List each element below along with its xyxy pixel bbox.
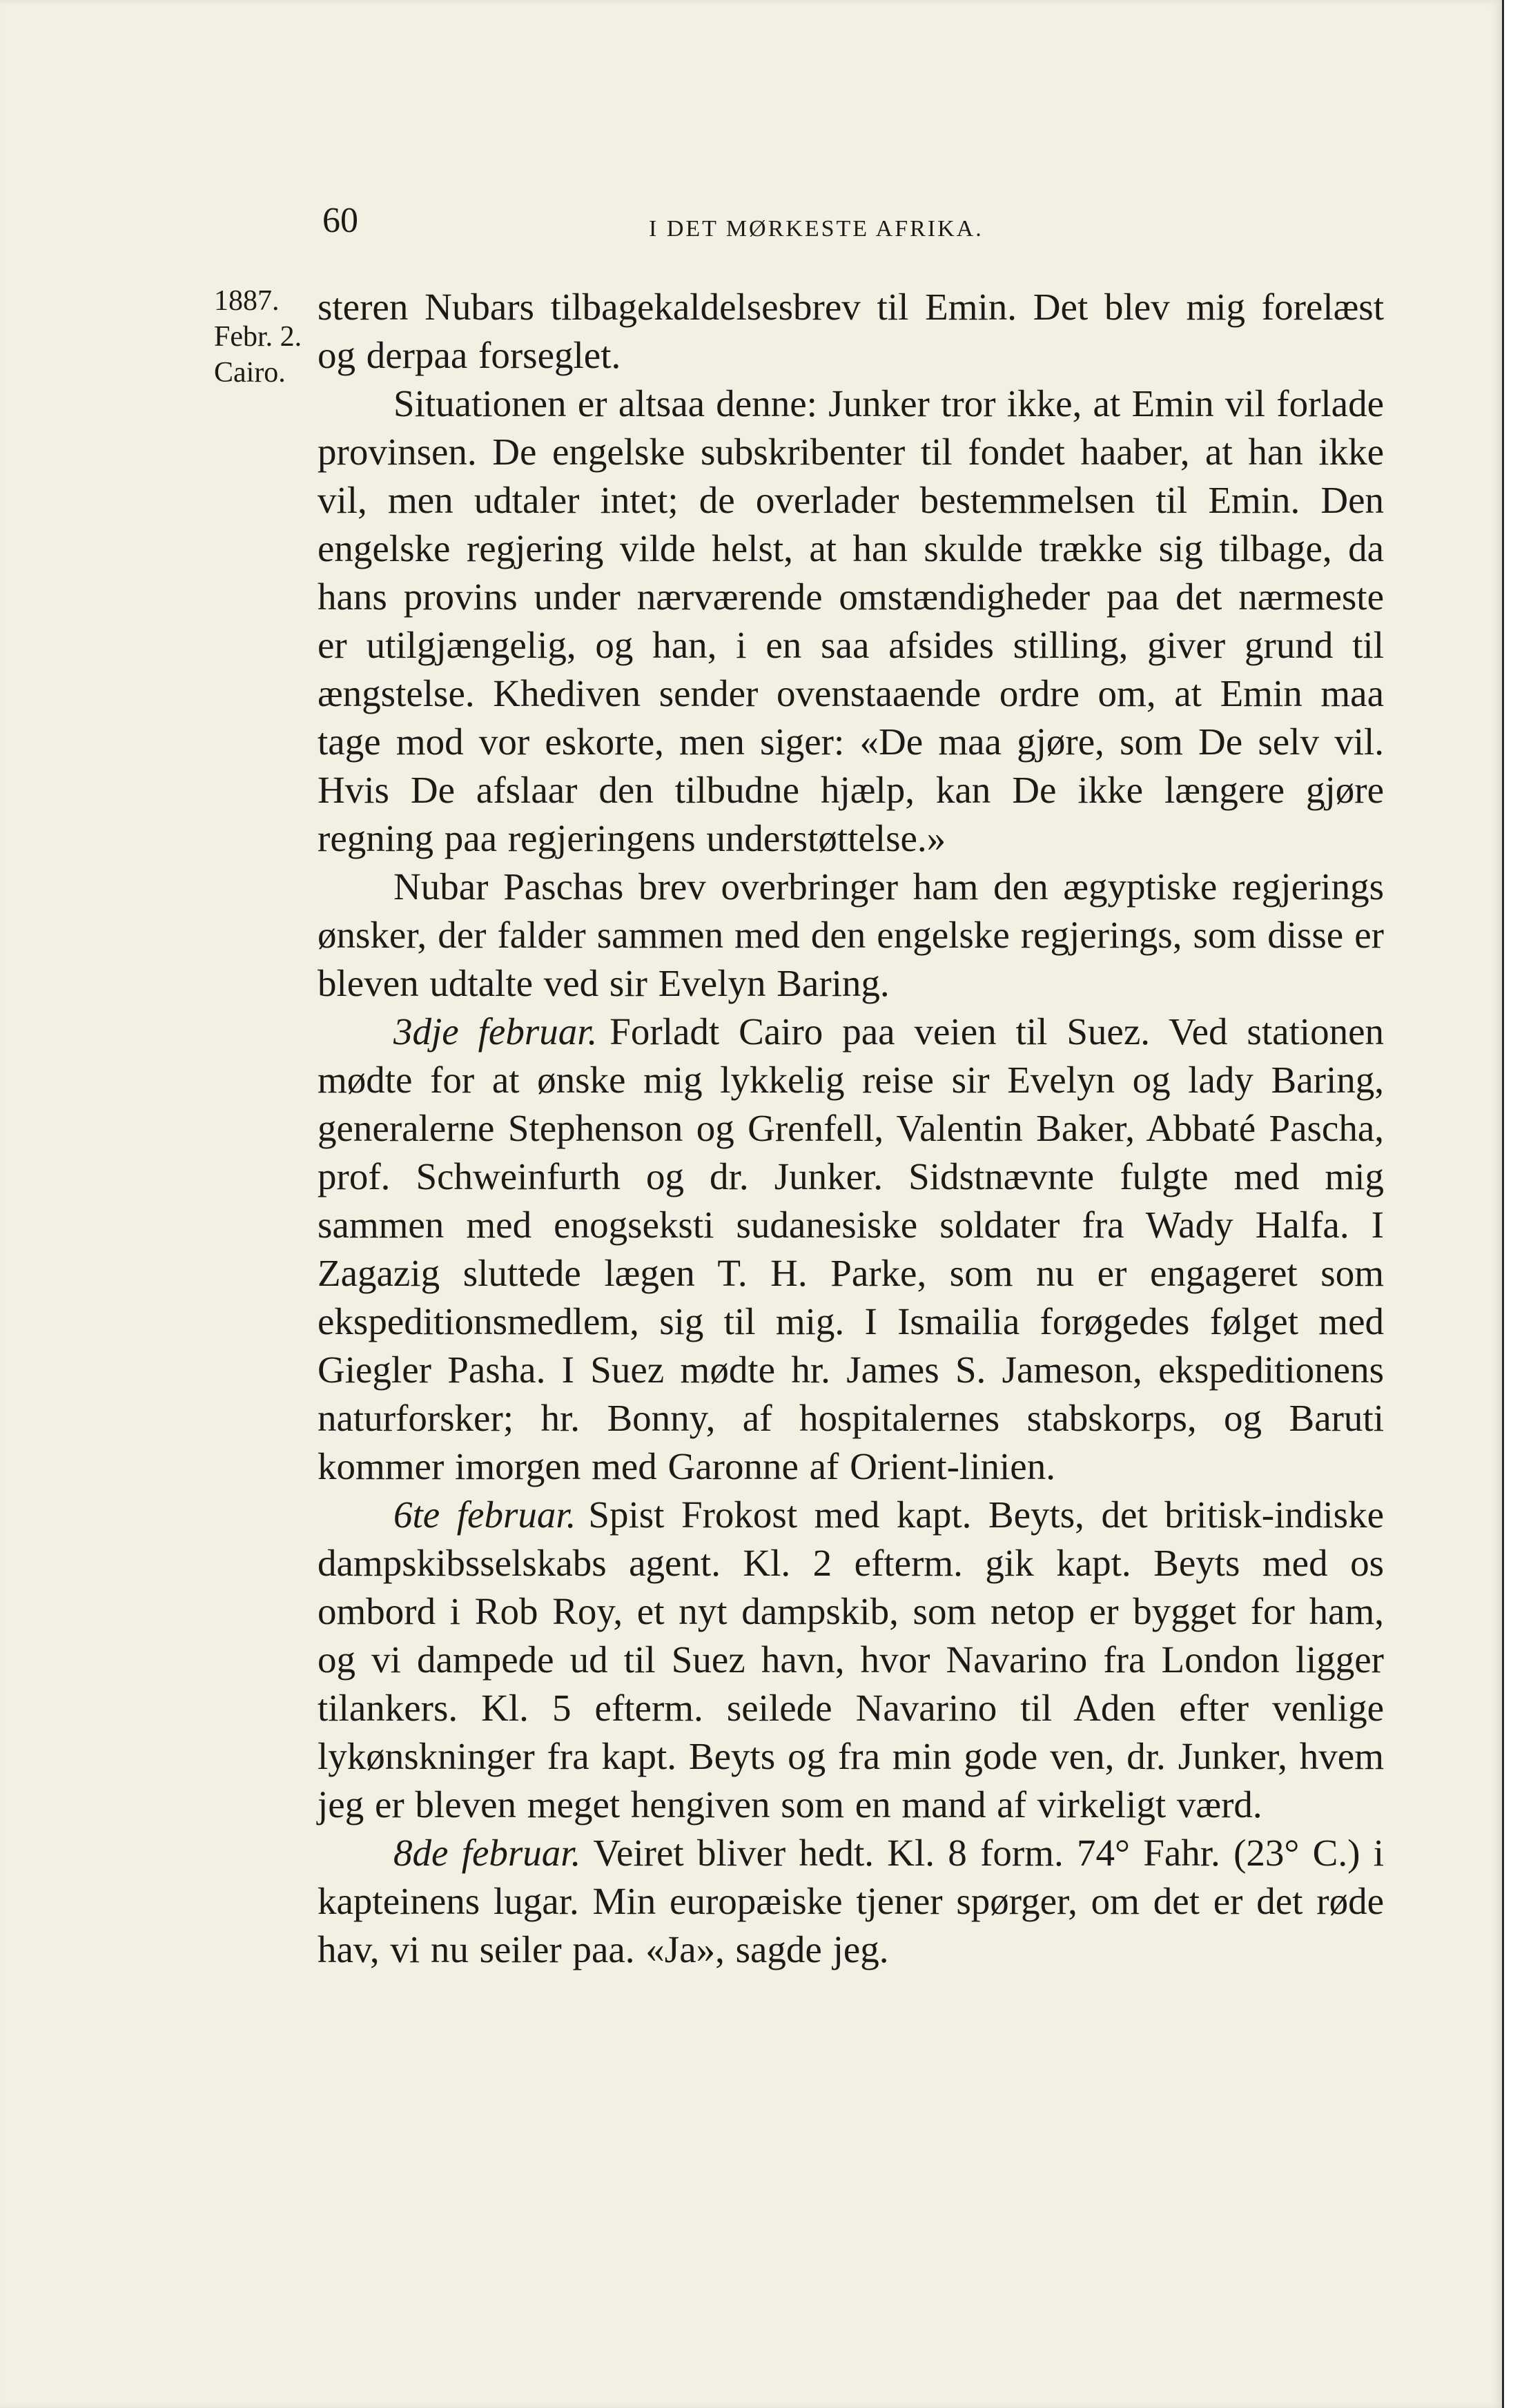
entry-text: Veiret bliver hedt. Kl. 8 form. 74° Fahr. (23° C.) i kapteinens lugar. Min europæiske tjener spørger, om det er det røde hav, vi nu seiler paa. «Ja», sagde jeg. — [318, 1832, 1384, 1970]
page-number: 60 — [322, 201, 358, 240]
entry-date: 3dje februar. — [393, 1010, 598, 1053]
margin-note-date: Febr. 2. — [214, 321, 302, 353]
paragraph-continuation: steren Nubars tilbagekaldelsesbrev til Emin. Det blev mig forelæst og derpaa forseglet. — [318, 286, 1384, 376]
diary-entry-8-february — [318, 1829, 1384, 1974]
body-text — [318, 283, 1384, 1974]
margin-note-place: Cairo. — [214, 357, 286, 389]
entry-date: 6te februar. — [393, 1494, 576, 1536]
entry-text: Spist Frokost med kapt. Beyts, det britisk-indiske dampskibsselskabs agent. Kl. 2 efterm. gik kapt. Beyts med os ombord i Rob Roy, et nyt dampskib, som netop er bygget for ham, og vi dampede ud til Suez havn, hvor Navarino fra London ligger tilankers. Kl. 5 efterm. seilede Navarino til Aden efter venlige lykønskninger fra kapt. Beyts og fra min gode ven, dr. Junker, hvem jeg er bleven meget hengiven som en mand af virkeligt værd. — [318, 1494, 1384, 1825]
margin-note-year: 1887. — [214, 285, 280, 317]
scan-edge — [1502, 0, 1522, 2408]
margin-note — [214, 283, 331, 391]
paragraph-nubar-letter: Nubar Paschas brev overbringer ham den ægyptiske regjerings ønsker, der falder sammen med den engelske regjerings, som disse er bleven udtalte ved sir Evelyn Baring. — [318, 865, 1384, 1004]
diary-entry-3-february — [318, 1008, 1384, 1491]
running-title: I DET MØRKESTE AFRIKA. — [649, 216, 984, 242]
paragraph-situation: Situationen er altsaa denne: Junker tror ikke, at Emin vil forlade provinsen. De engelske subskribenter til fondet haaber, at han ikke vil, men udtaler intet; de overlader bestemmelsen til Emin. Den engelske regjering vilde helst, at han skulde trække sig tilbage, da hans provins under nærværende omstændigheder paa det nærmeste er utilgjængelig, og han, i en saa afsides stilling, giver grund til ængstelse. Khediven sender ovenstaaende ordre om, at Emin maa tage mod vor eskorte, men siger: «De maa gjøre, som De selv vil. Hvis De afslaar den tilbudne hjælp, kan De ikke længere gjøre regning paa regjeringens understøttelse.» — [318, 382, 1384, 859]
entry-text: Forladt Cairo paa veien til Suez. Ved stationen mødte for at ønske mig lykkelig reise sir Evelyn og lady Baring, generalerne Stephenson og Grenfell, Valentin Baker, Abbaté Pascha, prof. Schweinfurth og dr. Junker. Sidstnævnte fulgte med mig sammen med enogseksti sudanesiske soldater fra Wady Halfa. I Zagazig sluttede lægen T. H. Parke, som nu er engageret som ekspeditionsmedlem, sig til mig. I Ismailia forøgedes følget med Giegler Pasha. I Suez mødte hr. James S. Jameson, ekspeditionens naturforsker; hr. Bonny, af hospitalernes stabskorps, og Baruti kommer imorgen med Garonne af Orient-linien. — [318, 1010, 1384, 1487]
page-header — [0, 200, 1502, 255]
entry-date: 8de februar. — [393, 1832, 581, 1874]
diary-entry-6-february — [318, 1491, 1384, 1829]
